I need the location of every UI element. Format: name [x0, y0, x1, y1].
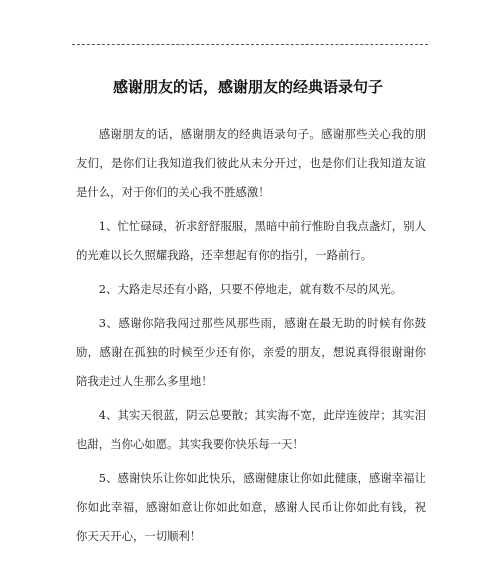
- paragraph-item-5: 5、感谢快乐让你如此快乐，感谢健康让你如此健康，感谢幸福让你如此幸福，感谢如意让你如此如意，感谢人民币让你如此有钱，祝你天天开心，一切顺利！: [76, 471, 426, 543]
- document-body: [76, 120, 426, 556]
- document-title: 感谢朋友的话，感谢朋友的经典语录句子: [112, 78, 383, 96]
- paragraph-item-3: 3、感谢你陪我闯过那些风那些雨，感谢在最无助的时候有你鼓励，感谢在孤独的时候至少还有你，亲爱的朋友，想说真得很谢谢你陪我走过人生那么多里地！: [76, 316, 426, 388]
- paragraph-item-4: 4、其实天很蓝，阴云总要散；其实海不宽，此岸连彼岸；其实泪也甜，当你心如愿。其实我要你快乐每一天！: [76, 408, 426, 451]
- paragraph-item-2: 2、大路走尽还有小路，只要不停地走，就有数不尽的风光。: [98, 282, 403, 296]
- paragraph-item-1: 1、忙忙碌碌，祈求舒舒服服，黑暗中前行惟盼自我点盏灯，别人的光难以长久照耀我路，还幸想起有你的指引，一路前行。: [76, 219, 426, 262]
- top-dashed-divider: [72, 44, 428, 45]
- paragraph-intro: 感谢朋友的话，感谢朋友的经典语录句子。感谢那些关心我的朋友们，是你们让我知道我们彼此从未分开过，也是你们让我知道友谊是什么，对于你们的关心我不胜感激！: [76, 127, 426, 199]
